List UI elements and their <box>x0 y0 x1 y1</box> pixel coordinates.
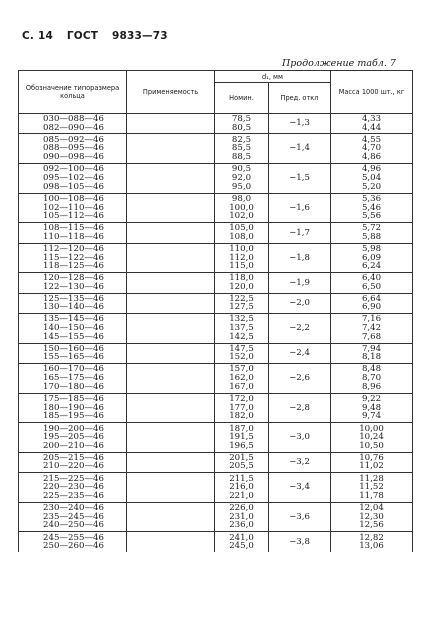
nominal-value: 241,0 <box>229 532 254 543</box>
designation-cell <box>19 134 127 164</box>
designation-cell <box>19 363 127 393</box>
ring-designation: 110—118—46 <box>43 231 104 242</box>
tolerance-value: −3,6 <box>289 511 310 522</box>
table-row-group <box>19 273 413 293</box>
tolerance-value: −1,7 <box>289 227 310 238</box>
mass-value: 7,94 <box>361 343 382 354</box>
o-ring-table <box>18 70 413 552</box>
ring-designation: 092—100—46 <box>43 164 104 175</box>
ring-designation: 175—185—46 <box>43 393 104 404</box>
mass-value: 9,22 <box>361 393 382 404</box>
tolerance-cell <box>269 473 331 503</box>
tolerance-cell <box>269 313 331 343</box>
mass-value: 4,33 <box>361 114 382 125</box>
designation-cell <box>19 423 127 453</box>
header-designation: Обозначение типоразмера кольца <box>19 71 127 114</box>
designation-cell <box>19 473 127 503</box>
nominal-cell <box>215 393 269 423</box>
nominal-value: 78,5 <box>231 114 252 125</box>
ring-designation: 140—150—46 <box>43 322 104 333</box>
tolerance-cell <box>269 163 331 193</box>
standard-label: ГОСТ <box>66 30 99 42</box>
nominal-value: 112,0 <box>229 252 254 263</box>
ring-designation: 135—145—46 <box>43 314 104 325</box>
table-row-group <box>19 532 413 552</box>
ring-designation: 210—220—46 <box>43 461 104 472</box>
mass-value: 5,88 <box>361 231 382 242</box>
mass-value: 5,36 <box>361 193 382 204</box>
mass-cell <box>331 293 413 313</box>
mass-value: 11,28 <box>359 473 384 484</box>
nominal-cell <box>215 134 269 164</box>
header-applicability: Применяемость <box>127 71 215 114</box>
ring-designation: 095—102—46 <box>43 172 104 183</box>
tolerance-value: −1,5 <box>289 172 310 183</box>
mass-value: 4,70 <box>361 143 382 154</box>
mass-cell <box>331 223 413 243</box>
mass-value: 10,00 <box>359 423 384 434</box>
nominal-cell <box>215 223 269 243</box>
tolerance-cell <box>269 114 331 134</box>
tolerance-value: −2,8 <box>289 402 310 413</box>
header-d1: d₁, мм <box>215 71 331 83</box>
mass-cell <box>331 473 413 503</box>
designation-cell <box>19 223 127 243</box>
nominal-value: 115,0 <box>229 261 254 272</box>
table-row-group <box>19 452 413 472</box>
nominal-value: 98,0 <box>231 193 252 204</box>
designation-cell <box>19 163 127 193</box>
ring-designation: 220—230—46 <box>43 482 104 493</box>
nominal-value: 80,5 <box>231 122 252 133</box>
mass-cell <box>331 423 413 453</box>
applicability-cell <box>127 243 215 273</box>
mass-value: 6,40 <box>361 273 382 284</box>
mass-value: 9,74 <box>361 411 382 422</box>
mass-cell <box>331 114 413 134</box>
mass-value: 8,70 <box>361 372 382 383</box>
table-row-group <box>19 193 413 223</box>
nominal-value: 231,0 <box>229 511 254 522</box>
tolerance-cell <box>269 193 331 223</box>
designation-cell <box>19 293 127 313</box>
tolerance-cell <box>269 532 331 552</box>
table-row-group <box>19 223 413 243</box>
ring-designation: 122—130—46 <box>43 281 104 292</box>
standard-number: 9833—73 <box>111 30 168 42</box>
nominal-value: 108,0 <box>229 231 254 242</box>
mass-value: 11,78 <box>359 490 384 501</box>
nominal-cell <box>215 313 269 343</box>
tolerance-cell <box>269 293 331 313</box>
ring-designation: 250—260—46 <box>43 541 104 552</box>
nominal-cell <box>215 363 269 393</box>
tolerance-value: −3,0 <box>289 432 310 443</box>
table-row-group <box>19 114 413 134</box>
ring-designation: 112—120—46 <box>43 243 104 254</box>
mass-value: 10,24 <box>359 432 384 443</box>
table-row-group <box>19 423 413 453</box>
table-row-group <box>19 393 413 423</box>
mass-value: 5,56 <box>361 211 382 222</box>
applicability-cell <box>127 363 215 393</box>
applicability-cell <box>127 134 215 164</box>
nominal-cell <box>215 452 269 472</box>
nominal-value: 122,5 <box>229 293 254 304</box>
mass-value: 7,68 <box>361 331 382 342</box>
mass-value: 7,42 <box>361 322 382 333</box>
mass-cell <box>331 343 413 363</box>
ring-designation: 205—215—46 <box>43 452 104 463</box>
tolerance-value: −3,4 <box>289 482 310 493</box>
tolerance-cell <box>269 134 331 164</box>
tolerance-value: −2,2 <box>289 322 310 333</box>
mass-cell <box>331 193 413 223</box>
nominal-value: 102,0 <box>229 211 254 222</box>
table-row-group <box>19 134 413 164</box>
ring-designation: 165—175—46 <box>43 372 104 383</box>
ring-designation: 155—165—46 <box>43 352 104 363</box>
mass-cell <box>331 243 413 273</box>
applicability-cell <box>127 293 215 313</box>
mass-value: 9,48 <box>361 402 382 413</box>
tolerance-value: −1,3 <box>289 118 310 129</box>
mass-value: 6,50 <box>361 281 382 292</box>
tolerance-cell <box>269 363 331 393</box>
tolerance-cell <box>269 502 331 532</box>
mass-value: 5,20 <box>361 181 382 192</box>
ring-designation: 120—128—46 <box>43 273 104 284</box>
ring-designation: 115—122—46 <box>43 252 104 263</box>
ring-designation: 195—205—46 <box>43 432 104 443</box>
mass-cell <box>331 163 413 193</box>
designation-cell <box>19 243 127 273</box>
nominal-value: 82,5 <box>231 134 252 145</box>
designation-cell <box>19 114 127 134</box>
ring-designation: 240—250—46 <box>43 520 104 531</box>
ring-designation: 230—240—46 <box>43 503 104 514</box>
table-row-group <box>19 313 413 343</box>
mass-value: 12,56 <box>359 520 384 531</box>
nominal-value: 216,0 <box>229 482 254 493</box>
nominal-value: 88,5 <box>231 151 252 162</box>
nominal-value: 110,0 <box>229 243 254 254</box>
mass-cell <box>331 134 413 164</box>
ring-designation: 030—088—46 <box>43 114 104 125</box>
nominal-value: 127,5 <box>229 302 254 313</box>
table-row-group <box>19 502 413 532</box>
tolerance-value: −1,6 <box>289 202 310 213</box>
nominal-value: 187,0 <box>229 423 254 434</box>
ring-designation: 118—125—46 <box>43 261 104 272</box>
nominal-value: 226,0 <box>229 503 254 514</box>
mass-value: 10,76 <box>359 452 384 463</box>
ring-designation: 215—225—46 <box>43 473 104 484</box>
tolerance-cell <box>269 273 331 293</box>
designation-cell <box>19 532 127 552</box>
applicability-cell <box>127 313 215 343</box>
nominal-value: 201,5 <box>229 452 254 463</box>
tolerance-cell <box>269 343 331 363</box>
ring-designation: 085—092—46 <box>43 134 104 145</box>
nominal-cell <box>215 293 269 313</box>
tolerance-cell <box>269 423 331 453</box>
mass-value: 6,64 <box>361 293 382 304</box>
nominal-cell <box>215 193 269 223</box>
mass-value: 12,30 <box>359 511 384 522</box>
nominal-cell <box>215 532 269 552</box>
tolerance-cell <box>269 243 331 273</box>
ring-designation: 150—160—46 <box>43 343 104 354</box>
nominal-value: 196,5 <box>229 440 254 451</box>
page-header <box>22 30 178 42</box>
ring-designation: 108—115—46 <box>43 223 104 234</box>
ring-designation: 185—195—46 <box>43 411 104 422</box>
applicability-cell <box>127 502 215 532</box>
table-body <box>19 114 413 553</box>
ring-designation: 130—140—46 <box>43 302 104 313</box>
nominal-cell <box>215 423 269 453</box>
tolerance-value: −1,9 <box>289 277 310 288</box>
applicability-cell <box>127 114 215 134</box>
header-tolerance: Пред. откл <box>269 83 331 114</box>
nominal-value: 137,5 <box>229 322 254 333</box>
mass-value: 5,04 <box>361 172 382 183</box>
nominal-cell <box>215 163 269 193</box>
nominal-value: 142,5 <box>229 331 254 342</box>
nominal-value: 152,0 <box>229 352 254 363</box>
table-row-group <box>19 473 413 503</box>
tolerance-cell <box>269 393 331 423</box>
nominal-cell <box>215 343 269 363</box>
mass-cell <box>331 313 413 343</box>
mass-cell <box>331 393 413 423</box>
mass-value: 8,48 <box>361 364 382 375</box>
tolerance-value: −1,4 <box>289 143 310 154</box>
nominal-value: 157,0 <box>229 364 254 375</box>
table-row-group <box>19 293 413 313</box>
mass-value: 8,18 <box>361 352 382 363</box>
applicability-cell <box>127 273 215 293</box>
applicability-cell <box>127 223 215 243</box>
applicability-cell <box>127 163 215 193</box>
mass-value: 12,82 <box>359 532 384 543</box>
applicability-cell <box>127 193 215 223</box>
applicability-cell <box>127 532 215 552</box>
nominal-cell <box>215 243 269 273</box>
nominal-value: 221,0 <box>229 490 254 501</box>
designation-cell <box>19 313 127 343</box>
mass-value: 12,04 <box>359 503 384 514</box>
header-mass: Масса 1000 шт., кг <box>331 71 413 114</box>
tolerance-value: −2,0 <box>289 297 310 308</box>
mass-value: 11,02 <box>359 461 384 472</box>
mass-cell <box>331 532 413 552</box>
designation-cell <box>19 343 127 363</box>
applicability-cell <box>127 393 215 423</box>
mass-value: 7,16 <box>361 314 382 325</box>
nominal-value: 120,0 <box>229 281 254 292</box>
tolerance-value: −2,6 <box>289 372 310 383</box>
designation-cell <box>19 502 127 532</box>
ring-designation: 082—090—46 <box>43 122 104 133</box>
mass-value: 5,46 <box>361 202 382 213</box>
designation-cell <box>19 273 127 293</box>
ring-designation: 098—105—46 <box>43 181 104 192</box>
mass-value: 5,98 <box>361 243 382 254</box>
mass-cell <box>331 273 413 293</box>
mass-value: 4,96 <box>361 164 382 175</box>
ring-designation: 088—095—46 <box>43 143 104 154</box>
ring-designation: 102—110—46 <box>43 202 104 213</box>
mass-cell <box>331 363 413 393</box>
nominal-value: 172,0 <box>229 393 254 404</box>
nominal-cell <box>215 502 269 532</box>
nominal-value: 162,0 <box>229 372 254 383</box>
nominal-value: 147,5 <box>229 343 254 354</box>
mass-value: 6,90 <box>361 302 382 313</box>
mass-value: 4,55 <box>361 134 382 145</box>
applicability-cell <box>127 473 215 503</box>
mass-value: 6,24 <box>361 261 382 272</box>
applicability-cell <box>127 343 215 363</box>
nominal-value: 191,5 <box>229 432 254 443</box>
mass-value: 10,50 <box>359 440 384 451</box>
mass-value: 13,06 <box>359 541 384 552</box>
applicability-cell <box>127 423 215 453</box>
table-continuation-caption: Продолжение табл. 7 <box>282 58 396 69</box>
nominal-value: 236,0 <box>229 520 254 531</box>
tolerance-cell <box>269 223 331 243</box>
nominal-value: 132,5 <box>229 314 254 325</box>
nominal-value: 205,5 <box>229 461 254 472</box>
ring-designation: 100—108—46 <box>43 193 104 204</box>
nominal-value: 85,5 <box>231 143 252 154</box>
mass-value: 5,72 <box>361 223 382 234</box>
table-row-group <box>19 343 413 363</box>
tolerance-value: −3,8 <box>289 536 310 547</box>
nominal-value: 167,0 <box>229 381 254 392</box>
ring-designation: 105—112—46 <box>43 211 104 222</box>
nominal-value: 100,0 <box>229 202 254 213</box>
designation-cell <box>19 452 127 472</box>
page-number: С. 14 <box>22 30 53 42</box>
mass-value: 6,09 <box>361 252 382 263</box>
designation-cell <box>19 393 127 423</box>
tolerance-value: −1,8 <box>289 252 310 263</box>
ring-designation: 145—155—46 <box>43 331 104 342</box>
ring-designation: 180—190—46 <box>43 402 104 413</box>
designation-cell <box>19 193 127 223</box>
ring-designation: 200—210—46 <box>43 440 104 451</box>
nominal-value: 182,0 <box>229 411 254 422</box>
nominal-value: 118,0 <box>229 273 254 284</box>
ring-designation: 160—170—46 <box>43 364 104 375</box>
ring-designation: 245—255—46 <box>43 532 104 543</box>
applicability-cell <box>127 452 215 472</box>
nominal-cell <box>215 273 269 293</box>
nominal-value: 211,5 <box>229 473 254 484</box>
nominal-value: 92,0 <box>231 172 252 183</box>
ring-designation: 125—135—46 <box>43 293 104 304</box>
nominal-value: 245,0 <box>229 541 254 552</box>
mass-value: 4,86 <box>361 151 382 162</box>
mass-value: 4,44 <box>361 122 382 133</box>
nominal-value: 90,5 <box>231 164 252 175</box>
tolerance-value: −2,4 <box>289 347 310 358</box>
mass-value: 8,96 <box>361 381 382 392</box>
ring-designation: 170—180—46 <box>43 381 104 392</box>
nominal-value: 95,0 <box>231 181 252 192</box>
nominal-value: 177,0 <box>229 402 254 413</box>
ring-designation: 235—245—46 <box>43 511 104 522</box>
mass-cell <box>331 452 413 472</box>
mass-cell <box>331 502 413 532</box>
ring-designation: 090—098—46 <box>43 151 104 162</box>
table-row-group <box>19 243 413 273</box>
nominal-cell <box>215 473 269 503</box>
nominal-value: 105,0 <box>229 223 254 234</box>
nominal-cell <box>215 114 269 134</box>
table-row-group <box>19 163 413 193</box>
header-nominal: Номин. <box>215 83 269 114</box>
tolerance-cell <box>269 452 331 472</box>
ring-designation: 190—200—46 <box>43 423 104 434</box>
mass-value: 11,52 <box>359 482 384 493</box>
tolerance-value: −3,2 <box>289 457 310 468</box>
ring-designation: 225—235—46 <box>43 490 104 501</box>
table-row-group <box>19 363 413 393</box>
